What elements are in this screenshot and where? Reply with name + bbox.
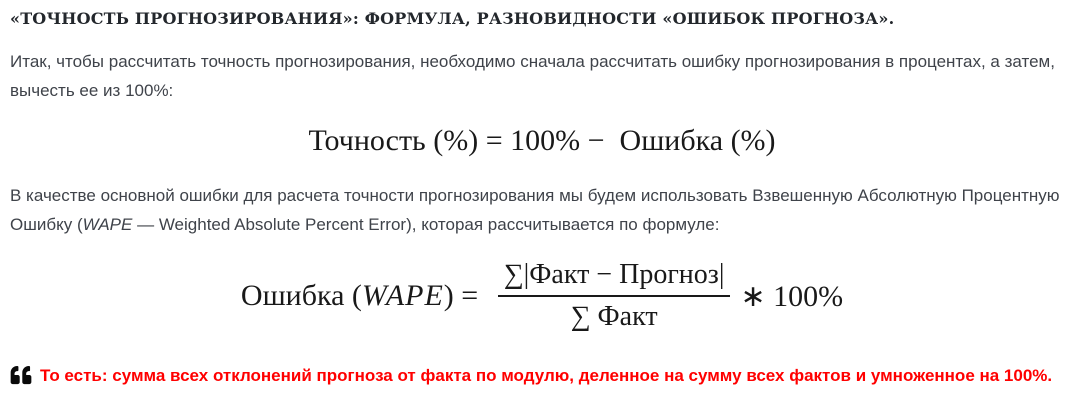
quote-text: То есть: сумма всех отклонений прогноза от факта по модулю, деленное на сумму всех фактов и умноженное на 100%. bbox=[40, 366, 1053, 385]
quote-block bbox=[10, 363, 1074, 388]
page-title: «ТОЧНОСТЬ ПРОГНОЗИРОВАНИЯ»: ФОРМУЛА, РАЗНОВИДНОСТИ «ОШИБОК ПРОГНОЗА». bbox=[10, 9, 895, 28]
fraction-numerator: ∑|Факт − Прогноз| bbox=[498, 258, 731, 297]
accuracy-formula: Точность (%) = 100% − Ошибка (%) bbox=[308, 124, 776, 157]
intro-paragraph: Итак, чтобы рассчитать точность прогнозирования, необходимо сначала рассчитать ошибку прогнозирования в процентах, а затем, вычесть ее из 100%: bbox=[10, 52, 1055, 100]
quote-left-icon bbox=[10, 366, 32, 385]
wape-paragraph-post: — Weighted Absolute Percent Error), которая рассчитывается по формуле: bbox=[132, 215, 720, 234]
wape-formula-lhs-pre: Ошибка ( bbox=[240, 279, 362, 312]
wape-formula-lhs-post: ) = bbox=[443, 279, 486, 312]
wape-paragraph bbox=[10, 181, 1074, 239]
wape-formula bbox=[10, 255, 1074, 337]
wape-formula-lhs-term: WAPE bbox=[361, 279, 444, 312]
wape-formula-fraction bbox=[498, 258, 731, 334]
fraction-denominator: ∑ Факт bbox=[570, 301, 658, 332]
wape-term: WAPE bbox=[82, 215, 133, 234]
wape-formula-multiplier: ∗ 100% bbox=[740, 279, 844, 313]
wape-formula-lhs bbox=[241, 279, 486, 313]
wape-paragraph-pre: В качестве основной ошибки для расчета точности прогнозирования мы будем использовать Взвешенную Абсолютную Процентную Ошибку ( bbox=[10, 186, 1060, 234]
